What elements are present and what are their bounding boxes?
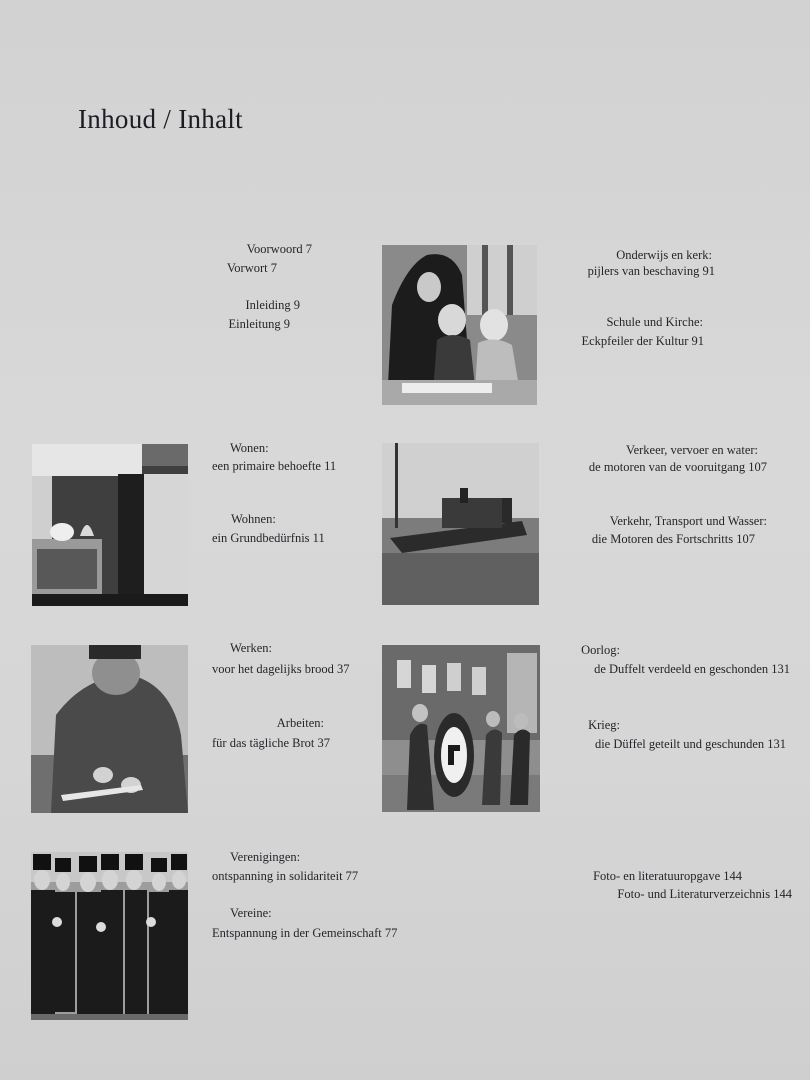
toc-arbeiten-title: Arbeiten: (276, 716, 324, 730)
photo-kitchen-stove (32, 444, 188, 606)
toc-verkehr-sub: die Motoren des Fortschritts 107 (591, 532, 755, 546)
toc-wonen-sub: een primaire behoefte 11 (212, 459, 337, 473)
toc-verkehr-title: Verkehr, Transport und Wasser: (609, 514, 767, 528)
toc-wohnen-sub: ein Grundbedürfnis 11 (212, 531, 325, 545)
toc-vorwort: Vorwort 7 (226, 261, 277, 275)
toc-voorwoord: Voorwoord 7 (246, 242, 312, 256)
toc-verkeer-title: Verkeer, vervoer en water: (625, 443, 758, 457)
toc-schule-sub: Eckpfeiler der Kultur 91 (581, 334, 704, 348)
toc-vereine-title: Vereine: (230, 906, 272, 920)
toc-werken-title: Werken: (230, 641, 273, 655)
toc-wohnen-title: Wohnen: (231, 512, 276, 526)
toc-foto-de: Foto- und Literaturverzeichnis 144 (617, 887, 792, 901)
toc-arbeiten-sub: für das tägliche Brot 37 (212, 736, 331, 750)
toc-onderwijs-title: Onderwijs en kerk: (616, 248, 712, 262)
photo-men-top-hats (31, 852, 188, 1020)
toc-verenigingen-sub: ontspanning in solidariteit 77 (212, 869, 359, 883)
toc-foto-nl: Foto- en literatuuropgave 144 (593, 869, 742, 883)
toc-onderwijs-sub: pijlers van beschaving 91 (587, 264, 715, 278)
toc-einleitung: Einleitung 9 (228, 317, 290, 331)
toc-inleiding: Inleiding 9 (245, 298, 300, 312)
photo-nun-with-children (382, 245, 537, 405)
toc-oorlog-title: Oorlog: (581, 643, 620, 657)
photo-man-working (31, 645, 188, 813)
toc-vereine-sub: Entspannung in der Gemeinschaft 77 (212, 926, 398, 940)
toc-krieg-title: Krieg: (588, 718, 620, 732)
toc-wonen-title: Wonen: (230, 441, 269, 455)
page-title: Inhoud / Inhalt (78, 104, 243, 134)
toc-werken-sub: voor het dagelijks brood 37 (212, 662, 350, 676)
toc-schule-title: Schule und Kirche: (606, 315, 703, 329)
photo-ferry-on-water (382, 443, 539, 605)
toc-krieg-sub: die Düffel geteilt und geschunden 131 (594, 737, 786, 751)
toc-verkeer-sub: de motoren van de vooruitgang 107 (588, 460, 767, 474)
photo-soldiers-street (382, 645, 540, 812)
toc-verenigingen-title: Verenigingen: (230, 850, 301, 864)
toc-oorlog-sub: de Duffelt verdeeld en geschonden 131 (594, 662, 790, 676)
